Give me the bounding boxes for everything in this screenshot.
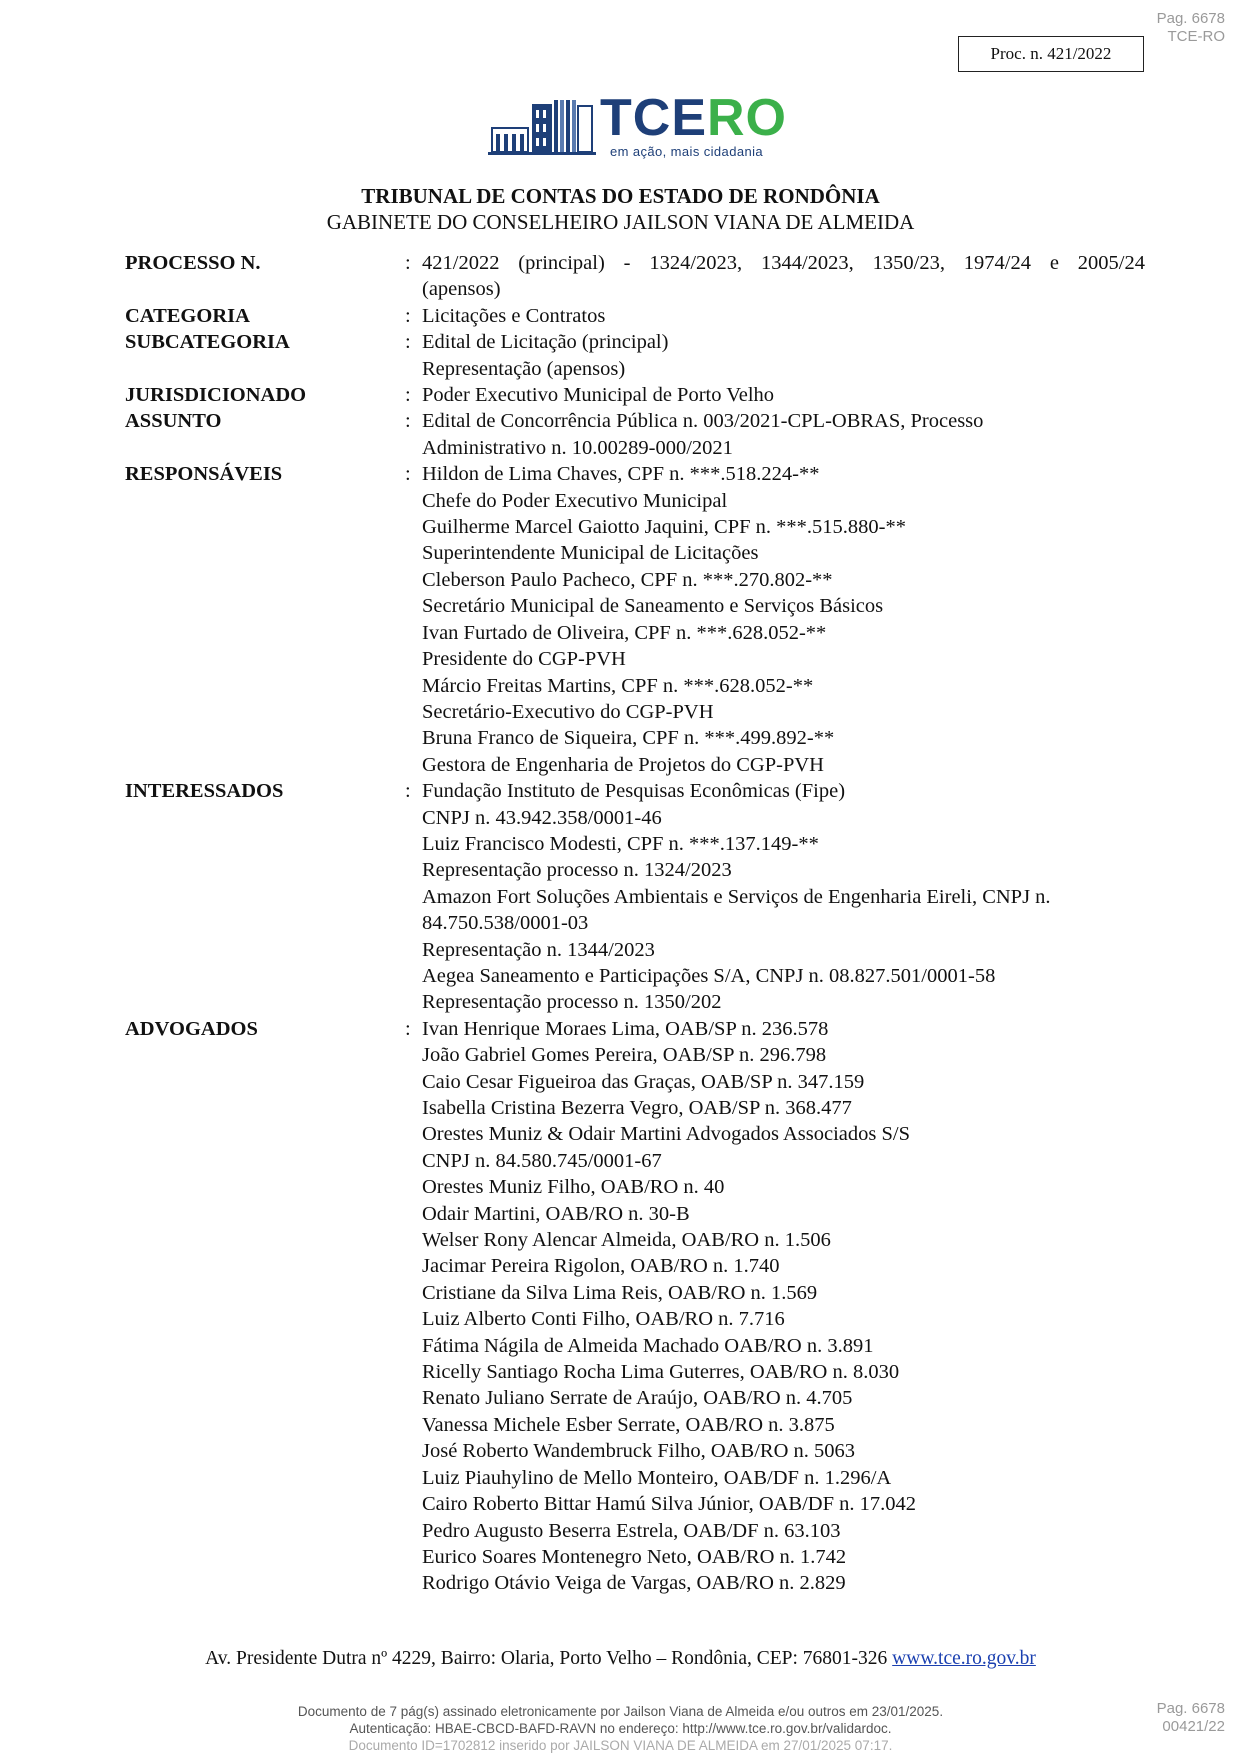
field-label: ADVOGADOS	[125, 1017, 258, 1040]
authentication-line: Autenticação: HBAE-CBCD-BAFD-RAVN no endereço: http://www.tce.ro.gov.br/validardoc.	[349, 1721, 892, 1736]
field-assunto	[125, 408, 1145, 461]
address-text: Av. Presidente Dutra nº 4229, Bairro: Olaria, Porto Velho – Rondônia, CEP: 76801-326	[205, 1648, 893, 1669]
document-id-line: Documento ID=1702812 inserido por JAILSON VIANA DE ALMEIDA em 27/01/2025 07:17.	[348, 1738, 893, 1753]
field-line: Chefe do Poder Executivo Municipal	[422, 489, 728, 512]
footer-address	[0, 1648, 1241, 1670]
field-advogados	[125, 1016, 1145, 1597]
field-line: Bruna Franco de Siqueira, CPF n. ***.499.892-**	[422, 727, 835, 750]
field-line: Secretário-Executivo do CGP-PVH	[422, 700, 714, 723]
field-line: 421/2022 (principal) - 1324/2023, 1344/2023, 1350/23, 1974/24 e 2005/24	[422, 252, 1145, 274]
building-logo-icon	[486, 98, 598, 158]
field-line: Gestora de Engenharia de Projetos do CGP-PVH	[422, 753, 824, 776]
field-line: Luiz Francisco Modesti, CPF n. ***.137.149-**	[422, 832, 819, 855]
field-line: Amazon Fort Soluções Ambientais e Serviços de Engenharia Eireli, CNPJ n.	[422, 885, 1051, 908]
field-line: Ricelly Santiago Rocha Lima Guterres, OAB/RO n. 8.030	[422, 1361, 900, 1384]
field-line: (apensos)	[422, 278, 501, 301]
field-processo	[125, 250, 1145, 303]
field-value	[422, 408, 1145, 461]
field-line: Fundação Instituto de Pesquisas Econômicas (Fipe)	[422, 780, 846, 803]
field-line: Rodrigo Otávio Veiga de Vargas, OAB/RO n. 2.829	[422, 1572, 846, 1595]
field-line: Secretário Municipal de Saneamento e Serviços Básicos	[422, 595, 884, 618]
field-subcategoria	[125, 329, 1145, 382]
field-line: Hildon de Lima Chaves, CPF n. ***.518.224-**	[422, 463, 820, 486]
page-stamp-top	[1157, 10, 1225, 46]
page-stamp-origin: TCE-RO	[1167, 28, 1225, 45]
field-colon: :	[405, 331, 411, 354]
field-label: RESPONSÁVEIS	[125, 463, 283, 486]
field-line: Isabella Cristina Bezerra Vegro, OAB/SP n. 368.477	[422, 1097, 852, 1119]
field-value	[422, 382, 1145, 408]
field-label: PROCESSO N.	[125, 252, 261, 274]
field-line: Cairo Roberto Bittar Hamú Silva Júnior, OAB/DF n. 17.042	[422, 1493, 917, 1516]
field-value	[422, 303, 1145, 329]
field-line: Renato Juliano Serrate de Araújo, OAB/RO n. 4.705	[422, 1387, 853, 1410]
field-line: Pedro Augusto Beserra Estrela, OAB/DF n. 63.103	[422, 1519, 841, 1542]
field-line: Eurico Soares Montenegro Neto, OAB/RO n. 1.742	[422, 1545, 847, 1568]
field-value	[422, 250, 1145, 303]
field-line: Guilherme Marcel Gaiotto Jaquini, CPF n. ***.515.880-**	[422, 516, 906, 539]
field-label: JURISDICIONADO	[125, 384, 307, 407]
field-line: Odair Martini, OAB/RO n. 30-B	[422, 1202, 690, 1225]
field-line: 84.750.538/0001-03	[422, 912, 589, 935]
field-line: João Gabriel Gomes Pereira, OAB/SP n. 296.798	[422, 1044, 827, 1067]
court-title: TRIBUNAL DE CONTAS DO ESTADO DE RONDÔNIA	[361, 184, 880, 208]
field-line: CNPJ n. 43.942.358/0001-46	[422, 806, 662, 829]
field-line: Administrativo n. 10.00289-000/2021	[422, 436, 733, 459]
field-colon: :	[405, 780, 411, 803]
process-number-box: Proc. n. 421/2022	[958, 36, 1144, 72]
field-responsaveis	[125, 461, 1145, 778]
case-fields	[125, 250, 1145, 1597]
field-jurisdicionado	[125, 382, 1145, 408]
page-number: Pag. 6678	[1156, 1700, 1225, 1717]
logo-wordmark-ro: RO	[707, 89, 787, 147]
field-line: Cristiane da Silva Lima Reis, OAB/RO n. 1.569	[422, 1281, 818, 1304]
electronic-signature-notice	[0, 1703, 1241, 1754]
field-colon: :	[405, 384, 411, 407]
field-colon: :	[405, 1017, 411, 1040]
tcero-logo	[486, 89, 787, 162]
signature-line: Documento de 7 pág(s) assinado eletronicamente por Jailson Viana de Almeida e/ou outros em 23/01/2025.	[297, 1704, 944, 1719]
field-line: Caio Cesar Figueiroa das Graças, OAB/SP n. 347.159	[422, 1070, 865, 1093]
field-line: Ivan Furtado de Oliveira, CPF n. ***.628.052-**	[422, 621, 827, 644]
field-label: INTERESSADOS	[125, 780, 284, 803]
field-line: Edital de Concorrência Pública n. 003/2021-CPL-OBRAS, Processo	[422, 410, 984, 433]
logo-wordmark	[600, 90, 787, 146]
field-line: Presidente do CGP-PVH	[422, 648, 626, 671]
field-line: Poder Executivo Municipal de Porto Velho	[422, 384, 775, 407]
field-line: Representação processo n. 1324/2023	[422, 859, 732, 882]
website-link[interactable]: www.tce.ro.gov.br	[892, 1648, 1036, 1669]
field-value	[422, 461, 1145, 778]
field-value	[422, 778, 1145, 1016]
process-reference: 00421/22	[1162, 1718, 1225, 1735]
page-number: Pag. 6678	[1156, 10, 1225, 27]
field-interessados	[125, 778, 1145, 1016]
field-line: Márcio Freitas Martins, CPF n. ***.628.052-**	[422, 674, 814, 697]
field-line: Jacimar Pereira Rigolon, OAB/RO n. 1.740	[422, 1255, 780, 1278]
field-colon: :	[405, 304, 411, 327]
field-line: Luiz Piauhylino de Mello Monteiro, OAB/DF n. 1.296/A	[422, 1466, 892, 1489]
page-stamp-bottom	[1157, 1700, 1225, 1736]
field-label: SUBCATEGORIA	[125, 331, 290, 354]
field-line: José Roberto Wandembruck Filho, OAB/RO n. 5063	[422, 1440, 856, 1463]
field-line: Superintendente Municipal de Licitações	[422, 542, 759, 565]
field-line: Welser Rony Alencar Almeida, OAB/RO n. 1.506	[422, 1229, 831, 1252]
field-line: Vanessa Michele Esber Serrate, OAB/RO n. 3.875	[422, 1413, 835, 1436]
field-line: Cleberson Paulo Pacheco, CPF n. ***.270.802-**	[422, 568, 833, 591]
field-label: ASSUNTO	[125, 410, 222, 433]
field-line: Luiz Alberto Conti Filho, OAB/RO n. 7.716	[422, 1308, 785, 1331]
field-line: Aegea Saneamento e Participações S/A, CNPJ n. 08.827.501/0001-58	[422, 964, 996, 987]
field-value	[422, 329, 1145, 382]
field-line: Fátima Nágila de Almeida Machado OAB/RO n. 3.891	[422, 1334, 874, 1357]
field-line: Orestes Muniz Filho, OAB/RO n. 40	[422, 1176, 725, 1199]
office-title: GABINETE DO CONSELHEIRO JAILSON VIANA DE ALMEIDA	[326, 210, 915, 234]
field-label: CATEGORIA	[125, 304, 250, 327]
logo-wordmark-tce: TCE	[600, 89, 707, 147]
field-colon: :	[405, 252, 411, 274]
field-categoria	[125, 303, 1145, 329]
field-line: CNPJ n. 84.580.745/0001-67	[422, 1149, 662, 1172]
field-line: Ivan Henrique Moraes Lima, OAB/SP n. 236.578	[422, 1017, 829, 1040]
field-line: Representação processo n. 1350/202	[422, 991, 722, 1014]
field-line: Representação n. 1344/2023	[422, 938, 655, 961]
field-colon: :	[405, 463, 411, 486]
logo-tagline: em ação, mais cidadania	[610, 144, 763, 159]
field-line: Orestes Muniz & Odair Martini Advogados Associados S/S	[422, 1123, 910, 1146]
field-value	[422, 1016, 1145, 1597]
field-line: Edital de Licitação (principal)	[422, 331, 669, 354]
field-line: Representação (apensos)	[422, 357, 626, 380]
field-colon: :	[405, 410, 411, 433]
field-line: Licitações e Contratos	[422, 304, 606, 327]
